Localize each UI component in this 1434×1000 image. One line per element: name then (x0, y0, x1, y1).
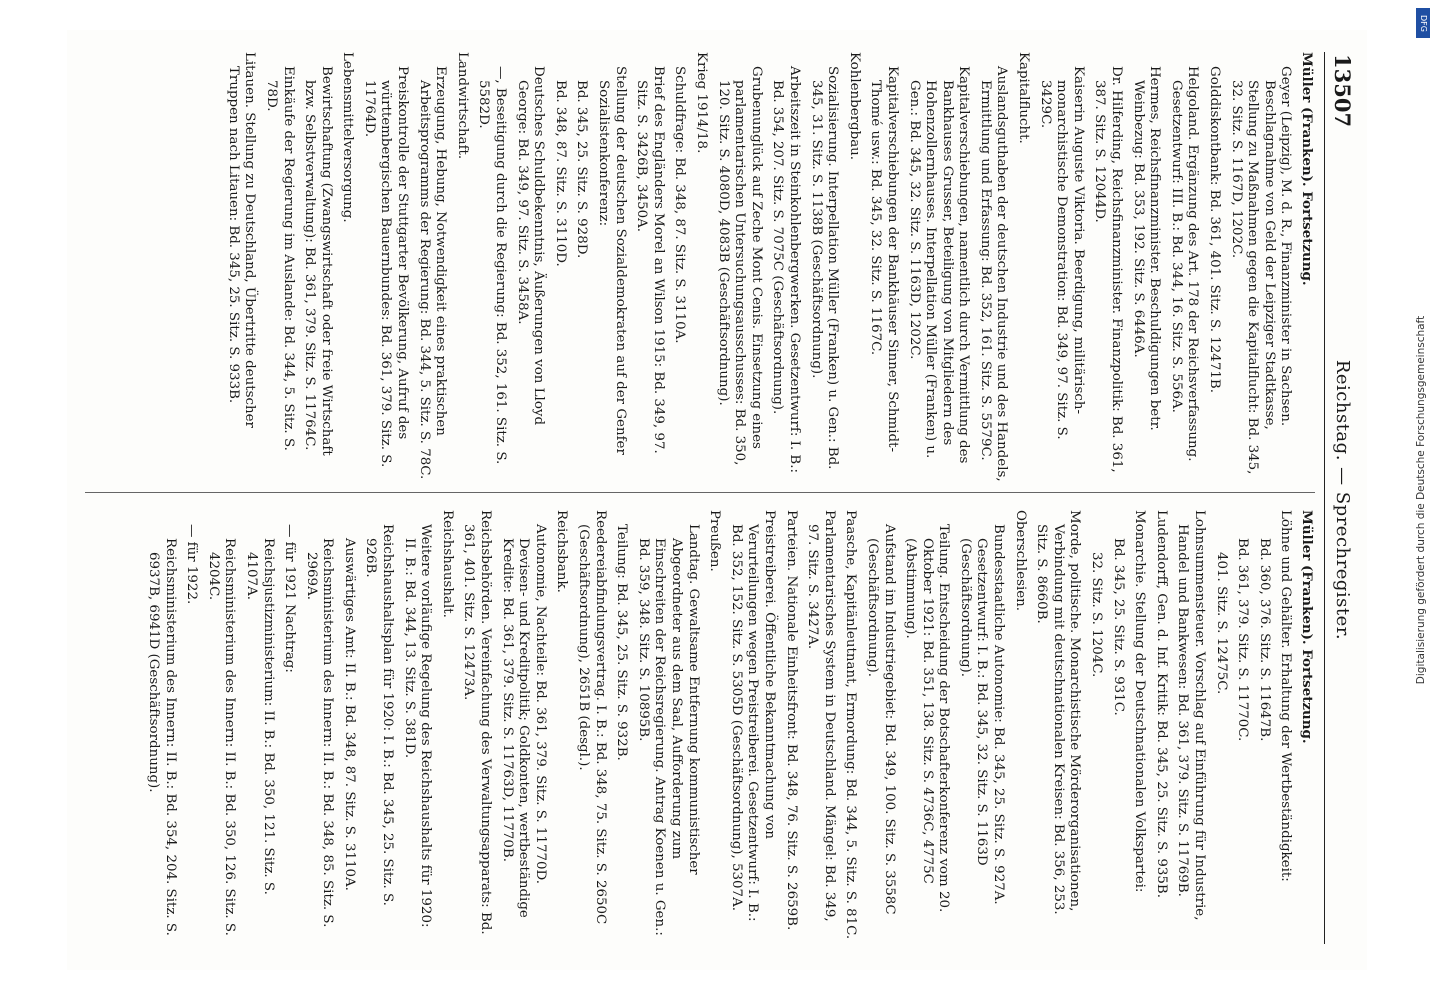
right-entry: Reichshaushaltsplan für 1920: I. B.: Bd. 345, 25. Sitz. S. 926B. (363, 524, 396, 906)
right-entry: 32. Sitz. S. 1204C. (1089, 552, 1105, 678)
left-entry: Golddiskontbank: Bd. 361, 401. Sitz. S. 12471B. (1207, 66, 1223, 393)
left-entry: Auslandsguthaben der deutschen Industrie und des Handels, Ermittlung und Erfassung: Bd. 352, 161. Sitz. S. 5579C. (977, 66, 1010, 482)
right-entry: Reedereiabfindungsvertrag. I. B.: Bd. 348, 75. Sitz. S. 2650C (Geschäftsordnung), 2651B (desgl.). (576, 510, 608, 925)
right-entry: Reichshaushalt. (439, 510, 455, 618)
right-entry: Bd. 345, 25. Sitz. S. 931C. (1110, 538, 1126, 716)
left-entry: Deutsches Schuldbekenntnis, Äußerungen von Lloyd George: Bd. 349, 97. Sitz. S. 3458A. (514, 66, 547, 426)
right-entry: Reichsbank. (554, 510, 570, 593)
left-entry: Kaiserin Auguste Viktoria. Beerdigung, militärisch-monarchistische Demonstration: Bd. 349, 97. Sitz. S. 3429C. (1037, 66, 1086, 440)
right-entry: Reichsministerium des Innern: II. B.: Bd. 348, 85. Sitz. S. 2969A. (303, 538, 336, 928)
right-entry: Preußen. (707, 510, 723, 572)
left-entry: Brief des Engländers Morel an Wilson 1915: Bd. 349, 97. Sitz. S. 3426B, 3450A. (634, 66, 666, 454)
left-entry: Grubenunglück auf Zeche Mont Cenis. Einsetzung eines parlamentarischen Untersuchungsausschusses: Bd. 350, 120. Sitz. S. 4080D, 4083B (Geschäftsordnung). (715, 66, 764, 466)
right-entry: Lohnsummensteuer. Vorschlag auf Einführung für Industrie, Handel und Bankwesen: Bd. 361, 379. Sitz. S. 11769B. (1175, 510, 1208, 921)
right-entry: Parlamentarisches System in Deutschland. Mängel: Bd. 349, 97. Sitz. S. 3427A. (805, 510, 837, 922)
left-entry: Hermes, Reichsfinanzminister. Beschuldigungen betr. Weinbezug: Bd. 353, 192. Sitz. S. 6446A. (1130, 66, 1163, 431)
left-entry: Landwirtschaft. (454, 52, 470, 160)
left-entry: Krieg 1914/18. (694, 52, 709, 154)
right-entry: — für 1921 Nachtrag: (282, 524, 298, 673)
right-entry: Reichsbehörden. Vereinfachung des Verwaltungsapparats: Bd. 361, 401. Sitz. S. 12473A. (461, 510, 494, 935)
right-entry: Landtag. Gewaltsame Entfernung kommunistischer Abgeordneter aus dem Saal, Aufforderung zum Einschreiten der Reichsregierung. Antrag Koenen u. Gen.: Bd. 359, 348. Sitz. S. 10895B. (635, 524, 701, 936)
left-entry: Arbeitszeit in Steinkohlenbergwerken. Gesetzentwurf: I. B.: Bd. 354, 207. Sitz. S. 7075C (Geschäftsordnung). (770, 66, 802, 474)
left-entry: Müller (Franken). Fortsetzung. (1299, 52, 1315, 286)
rotated-page (67, 30, 1367, 970)
left-entry: Kapitalflucht. (1016, 52, 1032, 144)
left-entry: Dr. Hilferding, Reichsfinanzminister. Finanzpolitik: Bd. 361, 387. Sitz. S. 12044D. (1092, 66, 1125, 473)
right-entry: Paasche, Kapitänleutnant, Ermordung: Bd. 344, 5. Sitz. S. 81C. (843, 510, 859, 940)
left-entry: Lebensmittelversorgung. (340, 52, 356, 223)
left-entry: Einkäufe der Regierung im Auslande: Bd. 344, 5. Sitz. S. 78D. (263, 66, 296, 451)
page-number: 13507 (1330, 54, 1355, 128)
left-entry: Kapitalverschiebungen der Bankhäuser Sinner, Schmidt-Thomé usw.: Bd. 345, 32. Sitz. S. 1167C. (868, 66, 900, 453)
dfg-logo: DFG (1416, 8, 1430, 38)
right-entry: Teilung. Entscheidung der Botschafterkonferenz vom 20. Oktober 1921: Bd. 351, 138. Sitz. S. 4736C, 4775C (Abstimmung). (903, 524, 952, 913)
column-divider (85, 492, 1315, 493)
right-entry: Müller (Franken). Fortsetzung. (1299, 510, 1315, 744)
watermark (1408, 0, 1434, 1000)
right-entry: Bd. 361, 379. Sitz. S. 11770C. (1235, 538, 1251, 742)
right-entry: Monarchie. Stellung der Deutschnationalen Volkspartei: (1132, 510, 1148, 893)
left-entry: Bd. 348, 87. Sitz. S. 3110D. (552, 80, 568, 267)
right-entry: Weitere vorläufige Regelung des Reichshaushalts für 1920: II. B.: Bd. 344, 13. Sitz. S. 381D. (401, 524, 434, 928)
left-column (219, 52, 1315, 482)
watermark-text: Digitalisierung gefördert durch die Deutsche Forschungsgemeinschaft (1415, 315, 1427, 685)
right-entry: Preistreiberei. Öffentliche Bekanntmachung von Verurteilungen wegen Preistreiberei. Gesetzentwurf: I. B.: Bd. 352, 152. Sitz. S. 5305D (Geschäftsordnung), 5307A. (728, 510, 777, 922)
right-column (139, 510, 1315, 940)
running-head: Reichstag. — Sprechregister. (1332, 359, 1353, 641)
right-entry: Parteien. Nationale Einheitsfront: Bd. 348, 76. Sitz. S. 2659B. (783, 510, 799, 931)
right-entry: Auswärtiges Amt: II. B.: Bd. 348, 87. Sitz. S. 3110A. (341, 538, 357, 891)
header-rule (1324, 52, 1325, 944)
left-entry: Stellung der deutschen Sozialdemokraten auf der Genfer Sozialistenkonferenz: (596, 66, 628, 455)
left-entry: Kohlenbergbau. (846, 52, 862, 161)
left-entry: Erzeugung, Hebung, Notwendigkeit eines praktischen Arbeitsprogramms der Regierung: Bd. 344, 5. Sitz. S. 78C. (416, 66, 449, 480)
left-entry: Kapitalverschiebungen, namentlich durch Vermittlung des Bankhauses Grusser, Beteiligung von Mitgliedern des Hohenzollernhauses. Interpellation Müller (Franken) u. Gen.: Bd. 345, 32. Sitz. S. 1163D, 1202C. (906, 66, 972, 464)
right-entry: Reichsjustizministerium: II. B.: Bd. 350, 121. Sitz. S. 4107A. (243, 538, 276, 895)
left-entry: —, Beseitigung durch die Regierung: Bd. 352, 161. Sitz. S. 5582D. (476, 66, 509, 465)
right-entry: Ludendorff, Gen. d. Inf. Kritik: Bd. 345, 25. Sitz. S. 935B. (1153, 510, 1169, 899)
left-entry: Schuldfrage: Bd. 348, 87. Sitz. S. 3110A. (672, 66, 688, 344)
right-entry: Löhne und Gehälter. Erhaltung der Wertbeständigkeit: (1278, 510, 1294, 882)
right-entry: Morde, politische. Monarchistische Mörderorganisationen, Verbindung mit deutschnationalen Kreisen: Bd. 356, 253. Sitz. S. 8660B. (1034, 510, 1083, 915)
right-entry: Teilung: Bd. 345, 25. Sitz. S. 932B. (614, 524, 630, 761)
right-entry: Aufstand im Industriegebiet: Bd. 349, 100. Sitz. S. 3558C (Geschäftsordnung). (864, 524, 897, 915)
right-entry: Autonomie, Nachteile: Bd. 361, 379. Sitz. S. 11770D. Devisen- und Kreditpolitik; Goldkonten, wertbeständige Kredite: Bd. 361, 379. Sitz. S. 11763D, 11770B. (499, 524, 548, 918)
left-entry: Helgoland. Ergänzung des Art. 178 der Reichsverfassung. Gesetzentwurf: III. B.: Bd. 344, 16. Sitz. S. 556A. (1168, 66, 1201, 462)
left-entry: Bewirtschaftung (Zwangswirtschaft oder freie Wirtschaft bzw. Selbstverwaltung): Bd. 361, 379. Sitz. S. 11764C. (302, 66, 334, 456)
left-entry: Litauen. Stellung zu Deutschland, Übertritte deutscher Truppen nach Litauen: Bd. 345, 25. Sitz. S. 933B. (225, 52, 258, 428)
left-entry: Bd. 345, 25. Sitz. S. 928D. (574, 80, 590, 259)
left-entry: Preiskontrolle der Stuttgarter Bevölkerung, Aufruf des württembergischen Bauernbundes: Bd. 361, 379. Sitz. S. 11764D. (361, 66, 411, 468)
right-entry: 401. Sitz. S. 12475C. (1213, 552, 1229, 695)
left-entry: Geyer (Leipzig), M. d. R., Finanzminister in Sachsen. Beschlagnahme von Geld der Leipziger Stadtkasse, Stellung zu Maßnahmen gegen die Kapitalflucht: Bd. 345, 32. Sitz. S. 1167D, 1202C. (1228, 66, 1294, 475)
left-entry: Sozialisierung. Interpellation Müller (Franken) u. Gen.: Bd. 345, 31. Sitz. S. 1138B (Geschäftsordnung). (808, 66, 841, 470)
right-entry: Reichsministerium des Innern: II. B.: Bd. 354, 204. Sitz. S. 6937B, 6941D (Geschäftsordnung). (145, 538, 178, 936)
right-entry: Oberschlesien. (1012, 510, 1028, 612)
right-entry: Bd. 360, 376. Sitz. S. 11647B. (1256, 538, 1272, 742)
right-entry: — für 1922. (184, 524, 200, 605)
right-entry: Bundesstaatliche Autonomie: Bd. 345, 25. Sitz. S. 927A. Gesetzentwurf: I. B.: Bd. 345, 32. Sitz. S. 1163D (Geschäftsordnung). (957, 524, 1007, 905)
right-entry: Reichsministerium des Innern: II. B.: Bd. 350, 126. Sitz. S. 4204C. (205, 538, 238, 936)
page-header (1329, 30, 1359, 970)
